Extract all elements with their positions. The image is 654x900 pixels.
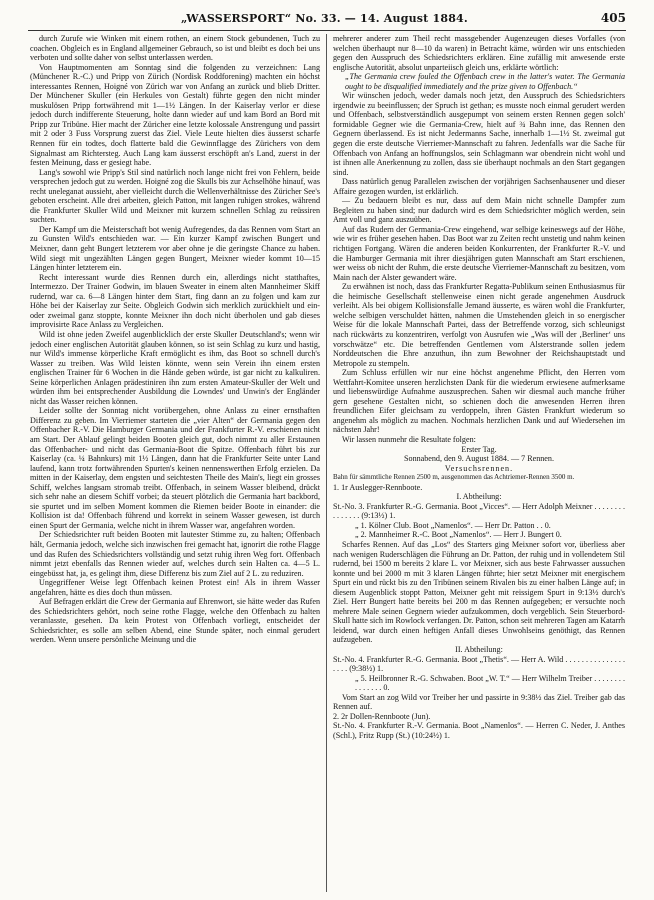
section-heading: Versuchsrennen. bbox=[444, 463, 514, 473]
page-number: 405 bbox=[600, 11, 626, 25]
header-rule bbox=[28, 30, 626, 31]
article-paragraph: Leider sollte der Sonntag nicht vorübergehen, ohne Anlass zu einer ernsthaften Differenz zu geben. Im Vierriemer starteten die „vier Alten“ der Germania gegen den Offenbacher R.-V. Die Hamburger Germania und der Frankfurter R.-V. erschienen nicht am Start. Der Ablauf gelingt beiden Booten gleich gut, doch nimmt zu aller Erstaunen das Offenbacher- und nicht das Germania-Boot die Spitze. Offenbach führt bis zur Kaiserlay (ca. ¼ Bahnkurs) mit 1½ Längen, dann hat die Frankfurter Seite unter Land laufend, kann trotz fortwährenden Spurten's keinen nennenswerthen Erfolg erzielen. Da mitten in der Kaiserlay, dem engsten und seichtesten Theile des Main's, liegt ein grosses Schiff, welches langsam stromab treibt. Offenbach, in seinem Wasser bleibend, drückt sich sehr nahe an diesem Schiff vorbei; da steuert plötzlich die Germania hart backbord, sie spurtet und im selben Moment kommen die Riemen beider Boote in einander: die Kollision ist da! Offenbach führend und korrekt in seinem Wasser gewesen, ist durch einen Spurt der Germania, welche nicht in ihrem Wasser war, angefahren worden. bbox=[30, 406, 320, 530]
result-line: St.-No. 4. Frankfurter R.-V. Germania. Boot „Namenlos“. — Herren C. Neder, J. Anthes (Schl.), Fritz Rupp (St.) (10:24½) 1. bbox=[333, 721, 625, 740]
article-paragraph: Von Hauptmomenten am Sonntag sind die folgenden zu verzeichnen: Lang (Münchener R.-C.) und Pripp von Zürich (Nordisk Roddforening) machten ein höchst interessantes Rennen, Hoigné von Zürich war von Anfang an zurück und blieb Dritter. Der Münchener Skuller (ein Herkules von Gestalt) führte gegen den nicht minder muskulösen Pripp fortwährend mit 1—1½ Längen. In der Kaiserlay verlor er diese jedoch durch indifferente Steuerung, holte dann wieder auf und kam Bord an Bord mit Pripp zur Tribüne. Hier macht der Züricher eine letzte kolossale Anstrengung und passirt mit 2 oder 3 Fuss Vorsprung zuerst das Ziel. Viele Leute hielten dies äusserst scharfe Rennen für ein todtes, doch flatterte bald die Gewinnflagge des Zürichers von dem Signalmast am Richtersteg. Auch Lang kam äusserst erschöpft an's Land, zuerst in der festen Meinung, dass er gesiegt habe. bbox=[30, 62, 320, 168]
article-paragraph: Wild ist ohne jeden Zweifel augenblicklich der erste Skuller Deutschland's; wenn wir jedoch einer englischen Autorität glauben können, so ist sein Schlag zu kurz und hastig, nur Wild's immense körperliche Kraft ermöglicht es ihm, das Boot so schnell durch's Wasser zu treiben. Was Wild leisten könnte, wenn sein Verein ihn einem ersten englischen Trainer für 6 Wochen in die Hände geben würde, ist gar nicht zu kalkuliren. Seine körperlichen Anlagen prädestiniren ihn zum ersten Amateur-Skuller der Welt und würden ihm bei entsprechender Ausbildung die Lowndes' und Unwin's der Engländer nicht das Wasser reichen können. bbox=[30, 329, 320, 406]
article-paragraph: durch Zurufe wie Winken mit einem rothen, an einem Stock gebundenen, Tuch zu coachen. Obgleich es in England allgemeiner Gebrauch, so ist und bleibt es doch bei uns verboten und sollte daher von selbst unterlassen werden. bbox=[30, 34, 320, 63]
article-paragraph: Auf das Rudern der Germania-Crew eingehend, war selbige keineswegs auf der Höhe, wie wir es früher gesehen haben. Das Boot war zu Zeiten recht unstetig und nahm keinen richtigen Fortgang. Wären die anderen beiden Konkurrenten, der Frankfurter R.-V. und die Hamburger Germania mit ihrer diesjährigen guten Mannschaft am Start erschienen, wer weiss ob nicht der Ruhm, die erste deutsche Vierriemer-Mannschaft zu besitzen, vom Main nach der Alster gewandert wäre. bbox=[333, 224, 625, 282]
result-line: St.-No. 4. Frankfurter R.-G. Germania. Boot „Thetis“. — Herr A. Wild . . . . . . . . . . . . . . . . . . . (9:38½) 1. bbox=[333, 654, 625, 674]
article-paragraph: Auf Befragen erklärt die Crew der Germania auf Ehrenwort, sie hätte weder das Rufen des Schiedsrichters gehört, noch seine rothe Flagge, welche den Offenbach zu halten veranlasste, gesehen. Da kein Protest von Offenbach vorliegt, entscheidet der Schiedsrichter, es solle am selben Abend, eine Stunde später, noch einmal gerudert werden. Wenn unsere persönliche Meinung und die bbox=[30, 597, 320, 645]
small-note: Bahn für sämmtliche Rennen 2500 m, ausgenommen das Achtriemer-Rennen 3500 m. bbox=[333, 473, 575, 482]
centered-line: I. Abtheilung: bbox=[456, 492, 502, 502]
right-column bbox=[333, 34, 625, 894]
article-paragraph: Wir lassen nunmehr die Resultate folgen: bbox=[342, 434, 476, 444]
left-column bbox=[30, 34, 320, 894]
article-paragraph: Vom Start an zog Wild vor Treiber her und passirte in 9:38½ das Ziel. Treiber gab das Rennen auf. bbox=[333, 692, 625, 712]
result-line: 1. 1r Auslegger-Rennboote. bbox=[333, 482, 423, 492]
result-line: St.-No. 3. Frankfurter R.-G. Germania. Boot „Vicces“. — Herr Adolph Meixner . . . . . . . . . . . . . . . (9:13½) 1. bbox=[333, 501, 625, 521]
article-paragraph: Der Kampf um die Meisterschaft bot wenig Aufregendes, da das Rennen vom Start an zu Gunsten Wild's entschieden war. — Ein kurzer Kampf zwischen Bungert und Meixner, dann geht Bungert letzterem vor aber ohne je die geringste Chance zu haben. Wild siegt mit ungezählten Längen gegen Bungert, Meixner wieder kommt 10—15 Längen hinter letzterem ein. bbox=[30, 224, 320, 273]
article-paragraph: Zu erwähnen ist noch, dass das Frankfurter Regatta-Publikum seinen Enthusiasmus für die heimische Gesellschaft stellenweise einen nicht gerade angenehmen Ausdruck verleiht. Als bei obigem Kollisionsfalle Jemand äusserte, es wären wohl die Frankfurter, welche selbigen verschuldet hätten, nahmen die Umstehenden gleich in so energischer Weise für die lokale Mannschaft Partei, dass der Betreffende vorzog, sich schleunigst nach rückwärts zu konzentriren, verfolgt von Ausrufen wie „Was will der ‚Berliner‘ uns vorschwätze“ etc. Die betreffenden Gentlemen vom Alsterstrande sollen jedem Norddeutschen die Ehre anzuthun, ihn zum Bewohner der Reichshauptstadt und Metropole zu stempeln. bbox=[333, 282, 625, 368]
result-line: „ 2. Mannheimer R.-C. Boot „Namenlos“. — Herr J. Bungert 0. bbox=[355, 530, 562, 540]
article-paragraph: Zum Schluss erfüllen wir nur eine höchst angenehme Pflicht, den Herren vom Wettfahrt-Komitee unseren herzlichsten Dank für die wiederum erwiesene aufmerksame und liebenswürdige Aufnahme auszusprechen. Sahen wir diesmal auch manche früher gern gesehene Gestalten nicht, so schienen doch die anwesenden Herren ihren freundlichen Eifer gleichsam zu verdoppeln, ihren Gästen Frankfurt wiederum so angenehm als möglich zu machen. Nochmals herzlichen Dank und auf Wiedersehen im nächsten Jahr! bbox=[333, 368, 625, 435]
article-paragraph: Dass natürlich genug Parallelen zwischen der vorjährigen Sachsenhausener und dieser Affaire gezogen wurden, ist erklärlich. bbox=[333, 177, 625, 196]
article-paragraph: — Zu bedauern bleibt es nur, dass auf dem Main nicht schnelle Dampfer zum Begleiten zu haben sind; nur dadurch wird es dem Schiedsrichter möglich werden, sein Amt voll und ganz auszuüben. bbox=[333, 196, 625, 225]
article-paragraph: Scharfes Rennen. Auf das „Los“ des Starters ging Meixner sofort vor, überliess aber nach wenigen Ruderschlägen die Führung an Dr. Patton, der ruhig und in vollendetem Stil rudernd, bei 1500 m bereits 2 klare L. vor Meixner, sich aus beste Fahrwasser aussuchen konnte und bei 2000 m mit 3 klaren Längen führte; hier setzt Meixner mit energischem Spurt ein und rückt bis zu den Tribünen seinem Rivalen bis zu einer halben Länge auf; in diesem Augenblick stoppt Patton, Meixner geht mit reissigem Spurt in 9:13½ durch's Ziel. Herr Bungert hatte bereits bei 200 m das Rennen aufgegeben; er versuchte noch mehrere Male seinen Gegnern wieder aufzukommen, doch vergeblich. Sein Steuerbord-Skull hatte sich im Rowlock verfangen. Dr. Patton, schon seit mehreren Tagen am Katarrh leidend, war durch einen heftigen Anfall dieses Unwohlseins genöthigt, das Rennen aufzugeben. bbox=[333, 539, 625, 645]
result-line: „ 5. Heilbronner R.-G. Schwaben. Boot „W. T.“ — Herr Wilhelm Treiber . . . . . . . . . . . . . . . 0. bbox=[355, 673, 625, 693]
centered-line: II. Abtheilung: bbox=[455, 645, 503, 654]
article-paragraph: Wir wünschen jedoch, weder damals noch jetzt, den Ausspruch des Schiedsrichters irgendwie zu beeinflussen; der Spruch ist gethan; es musste noch einmal gerudert werden und Offenbach, selbstverständlich ausgepumpt von seinem ersten Rennen gegen solch' formidable Gegner wie die Germania-Crew, hielt auf ¾ Bahn inne, das Rennen den Gegnern überlassend. Es ist nicht Jedermanns Sache, innerhalb 1—1½ St. zweimal gut gegen die erste deutsche Vierriemer-Mannschaft zu fahren. Jedenfalls war die Sache für Offenbach von Anfang an hoffnungslos, sein Schlagmann war obendrein nicht wohl und ist ihnen alle Anerkennung zu zollen, dass sie überhaupt nochmals an den Start gegangen sind. bbox=[333, 91, 625, 177]
centered-line: Erster Tag. bbox=[461, 444, 497, 454]
article-paragraph: Recht interessant wurde dies Rennen durch ein, allerdings nicht statthaftes, Intermezzo. Der Trainer Godwin, im blauen Sweater in einem alten Mannheimer Skiff rudernd, war ca. 6—8 Längen hinter dem Start, fing dann an zu folgen und kam zur Höhe bei der Kaiserlay zur Seite. Obgleich Godwin sich merklich zurückhielt und ein- oder zweimal ganz stoppte, konnte Meixner ihn doch nicht überholen und gab dieses improvisirte Race Anlass zu Vergleichen. bbox=[30, 272, 320, 330]
article-paragraph: Lang's sowohl wie Pripp's Stil sind natürlich noch lange nicht frei von Fehlern, beide versprechen jedoch gut zu werden. Hoigné zog die Skulls bis zur Achselhöhe hinauf, was recht uneleganat aussieht, aber vielleicht durch die Wellenverhältnisse des Züricher See's geboten erscheint. Alle drei arbeiten, gleich Patton, mit langen ruhigen strokes, während die Frankfurter Skuller Wild und Meixner mit kurzem schnellen Schlag zu reüssiren suchten. bbox=[30, 167, 320, 225]
article-paragraph: Ungegriffener Weise legt Offenbach keinen Protest ein! Als in ihrem Wasser angefahren, hätte es dies doch thun müssen. bbox=[30, 578, 320, 597]
column-divider bbox=[326, 34, 327, 892]
result-line: 2. 2r Dollen-Rennboote (Jun). bbox=[333, 711, 431, 721]
result-line: „ 1. Kölner Club. Boot „Namenlos“. — Herr Dr. Patton . . 0. bbox=[355, 520, 551, 530]
result-line: mehrerer anderer zum Theil recht massgebender Augenzeugen dieses Vorfalles (von welchen überhaupt nur 8—10 da waren) in Betracht käme, würden wir uns entschieden gegen den Ausspruch des Schiedsrichters erklären. Eine zufällig mit anwesende erste englische Autorität, absolut unparteiisch gleich uns, erklärte wörtlich: bbox=[333, 34, 625, 72]
article-paragraph: Der Schiedsrichter ruft beiden Booten mit lautester Stimme zu, zu halten; Offenbach hält, Germania jedoch, welche sich inzwischen frei gemacht hat, ignorirt die rothe Flagge und das Rufen des Schiedsrichters vollständig und setzt ruhig ihren Weg fort. Offenbach nimmt jetzt ebenfalls das Rennen wieder auf, welches durch sein Halten ca. 4—5 L. eingebüsst hat, ja, es gelingt ihm, diese Differenz bis zum Ziel auf 2 L. zu reduziren. bbox=[30, 530, 320, 578]
running-title: „WASSERSPORT“ No. 33. — 14. August 1884. bbox=[180, 12, 468, 25]
page-header bbox=[28, 11, 626, 29]
centered-line: Sonnabend, den 9. August 1884. — 7 Rennen. bbox=[404, 454, 554, 464]
quoted-statement: „The Germania crew fouled the Offenbach crew in the latter's water. The Germania ought to be disqualified immediately and the prize given to Offenbach.“ bbox=[345, 72, 625, 91]
